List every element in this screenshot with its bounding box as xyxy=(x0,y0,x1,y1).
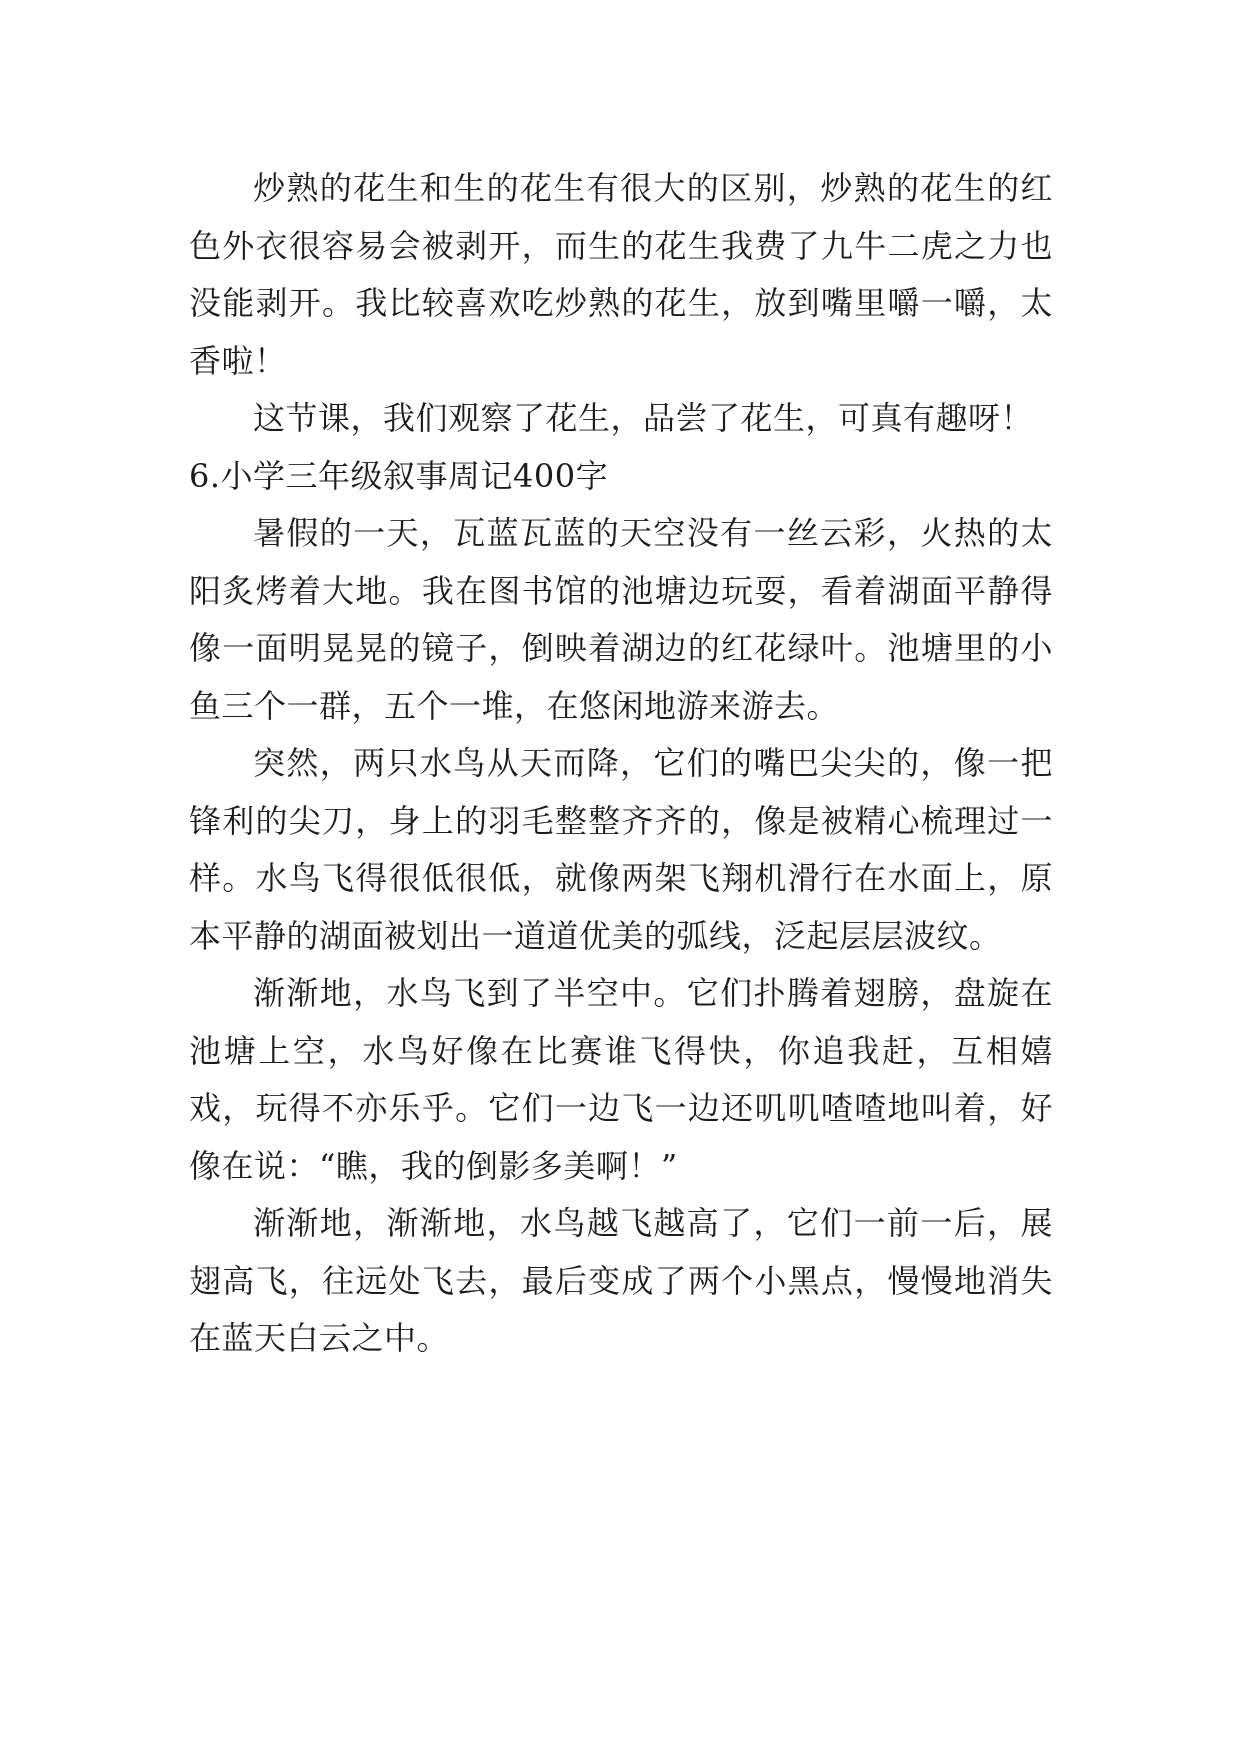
paragraph-lesson-conclusion: 这节课，我们观察了花生，品尝了花生，可真有趣呀！ xyxy=(253,399,1034,437)
paragraph-water-birds-arrive: 突然，两只水鸟从天而降，它们的嘴巴尖尖的，像一把锋利的尖刀，身上的羽毛整整齐齐的，像是被精心梳理过一样。水鸟飞得很低很低，就像两架飞翔机滑行在水面上，原本平静的湖面被划出一道道优美的弧线，泛起层层波纹。 xyxy=(189,744,1053,955)
paragraph-summer-day: 暑假的一天，瓦蓝瓦蓝的天空没有一丝云彩，火热的太阳炙烤着大地。我在图书馆的池塘边玩耍，看着湖面平静得像一面明晃晃的镜子，倒映着湖边的红花绿叶。池塘里的小鱼三个一群，五个一堆，在悠闲地游来游去。 xyxy=(189,514,1053,725)
paragraph-birds-fly-away: 渐渐地，渐渐地，水鸟越飞越高了，它们一前一后，展翅高飞，往远处飞去，最后变成了两个小黑点，慢慢地消失在蓝天白云之中。 xyxy=(189,1204,1053,1357)
section-heading: 6.小学三年级叙事周记400字 xyxy=(189,456,609,495)
document-body xyxy=(189,160,1053,1368)
paragraph-birds-playing: 渐渐地，水鸟飞到了半空中。它们扑腾着翅膀，盘旋在池塘上空，水鸟好像在比赛谁飞得快，你追我赶，互相嬉戏，玩得不亦乐乎。它们一边飞一边还叽叽喳喳地叫着，好像在说：“瞧，我的倒影多美啊！” xyxy=(189,974,1053,1185)
paragraph-peanut-comparison: 炒熟的花生和生的花生有很大的区别，炒熟的花生的红色外衣很容易会被剥开，而生的花生我费了九牛二虎之力也没能剥开。我比较喜欢吃炒熟的花生，放到嘴里嚼一嚼，太香啦！ xyxy=(189,169,1053,380)
